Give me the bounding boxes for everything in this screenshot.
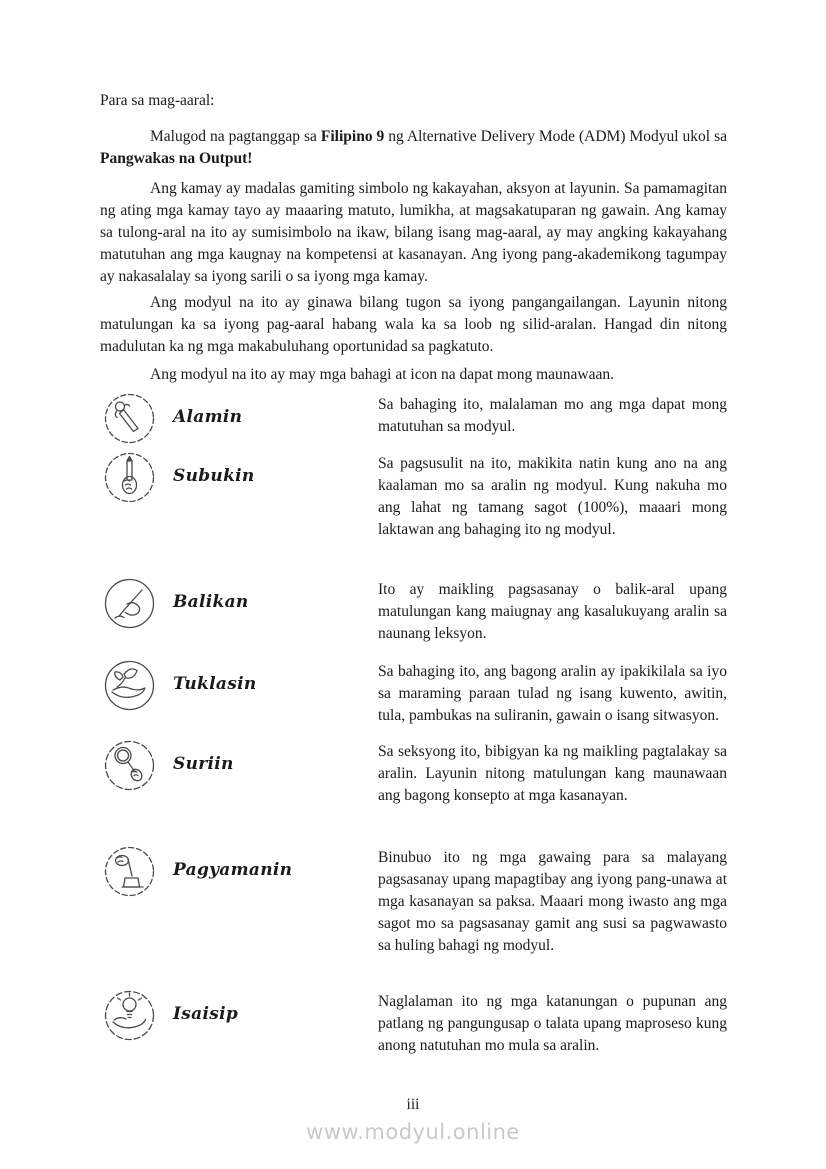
icon-label: Suriin [173, 754, 234, 774]
icon-description: Sa bahaging ito, ang bagong aralin ay ipakikilala sa iyo sa maraming paraan tulad ng isang kuwento, awitin, tula, pambukas na suliranin, gawain o isang sitwasyon. [378, 663, 727, 724]
icon-label: Pagyamanin [173, 860, 293, 880]
writing-hand-icon [103, 577, 156, 630]
hand-with-lightbulb-icon [103, 989, 156, 1042]
paragraph-module-purpose: Ang modyul na ito ay ginawa bilang tugon sa iyong pangangailangan. Layunin nitong matulungan ka sa iyong pag-aaral habang wala ka sa loob ng silid-aralan. Hangad din nitong madulutan ka ng mga makabuluhang oportunidad sa pagkatuto. [100, 294, 727, 355]
welcome-text-mid: ng Alternative Delivery Mode (ADM) Modyul ukol sa [384, 128, 727, 145]
icon-row-balikan [100, 577, 727, 645]
icon-legend-table [100, 392, 727, 1057]
welcome-subject-bold: Filipino 9 [320, 128, 385, 145]
paragraph-hands-symbol: Ang kamay ay madalas gamiting simbolo ng kakayahan, aksyon at layunin. Sa pamamagitan ng ating mga kamay tayo ay maaaring matuto, lumikha, at magsakatuparan ng gawain. Ang kamay sa tulong-aral na ito ay sumisimbolo na ikaw, bilang isang mag-aaral, ay may angking kakayahang matutuhan ang mga kaugnay na kompetensi at kasanayan. Ang iyong pang-akademikong tagumpay ay nakasalalay sa iyong sarili o sa iyong mga kamay. [100, 180, 727, 285]
icon-label: Subukin [173, 466, 255, 486]
icon-cell [100, 739, 173, 792]
icon-row-subukin [100, 451, 727, 541]
welcome-text-pre: Malugod na pagtanggap sa [150, 128, 321, 145]
icon-description: Sa pagsusulit na ito, makikita natin kung ano na ang kaalaman mo sa aralin ng modyul. Kung nakuha mo ang lahat ng tamang sagot (100%), maaari mong laktawan ang bahaging ito ng modyul. [378, 455, 727, 538]
page-number: iii [406, 1096, 420, 1113]
watermark-text: www.modyul.online [306, 1120, 520, 1144]
icon-description: Binubuo ito ng mga gawaing para sa malayang pagsasanay upang mapagtibay ang iyong pang-unawa at mga kasanayan sa paksa. Maaari mong iwasto ang mga sagot mo sa pagsasanay gamit ang susi sa pagwawasto sa huling bahagi ng modyul. [378, 849, 727, 954]
icon-label: Alamin [173, 407, 243, 427]
icon-cell [100, 392, 173, 445]
icon-label: Balikan [173, 592, 249, 612]
hand-holding-pencil-icon [103, 451, 156, 504]
icon-row-tuklasin [100, 659, 727, 727]
paragraph-icons-intro: Ang modyul na ito ay may mga bahagi at icon na dapat mong maunawaan. [150, 366, 615, 383]
icon-cell [100, 845, 173, 898]
icon-row-pagyamanin [100, 845, 727, 957]
hand-with-quill-and-inkwell-icon [103, 845, 156, 898]
icon-description: Ito ay maikling pagsasanay o balik-aral upang matulungan kang maiugnay ang kasalukuyang aralin sa naunang leksyon. [378, 581, 727, 642]
magnifying-glass-icon [103, 739, 156, 792]
icon-cell [100, 577, 173, 630]
icon-description: Sa bahaging ito, malalaman mo ang mga dapat mong matutuhan sa modyul. [378, 396, 727, 435]
welcome-topic-bold: Pangwakas na Output! [100, 150, 253, 167]
icon-description: Naglalaman ito ng mga katanungan o pupunan ang patlang ng pangungusap o talata upang maproseso kung anong natutuhan mo mula sa aralin. [378, 993, 727, 1054]
icon-cell [100, 451, 173, 504]
icon-row-suriin [100, 739, 727, 807]
pointing-hand-icon [103, 392, 156, 445]
icon-row-alamin [100, 392, 727, 445]
icon-label: Tuklasin [173, 674, 257, 694]
hand-with-leaves-icon [103, 659, 156, 712]
welcome-paragraph [100, 126, 727, 170]
icon-description: Sa seksyong ito, bibigyan ka ng maikling pagtalakay sa aralin. Layunin nitong matulungan kang maunawaan ang bagong konsepto at mga kasanayan. [378, 743, 727, 804]
icon-cell [100, 659, 173, 712]
icon-row-isaisip [100, 989, 727, 1057]
icon-cell [100, 989, 173, 1042]
icon-label: Isaisip [173, 1004, 239, 1024]
page-footer [0, 1094, 826, 1169]
salutation: Para sa mag-aaral: [100, 92, 215, 109]
